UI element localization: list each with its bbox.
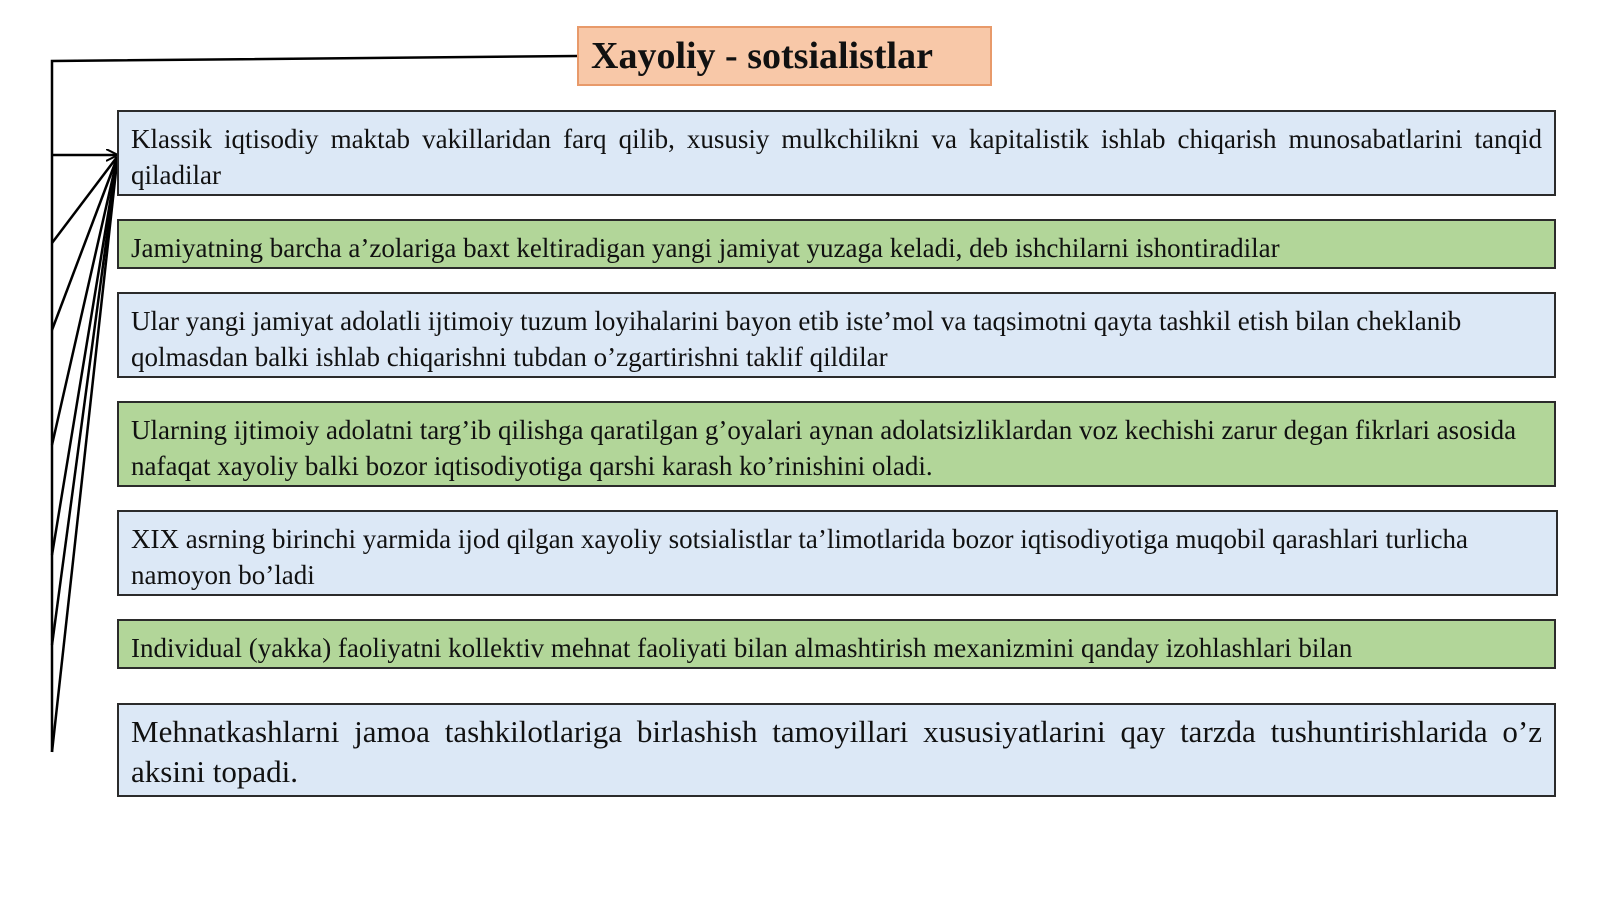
statement-box-6 [117,619,1556,669]
statement-box-1 [117,110,1556,196]
trunk-arrow-6 [52,161,117,645]
trunk-arrow-4 [52,159,117,445]
statement-text-6: Individual (yakka) faoliyatni kollektiv mehnat faoliyati bilan almashtirish mexanizmini qanday izohlashlari bilan [131,633,1353,663]
statement-box-5 [117,510,1558,596]
trunk-arrow-5 [52,160,117,555]
statement-text-3: Ular yangi jamiyat adolatli ijtimoiy tuzum loyihalarini bayon etib iste’mol va taqsimotni qayta tashkil etish bilan cheklanib qolmasdan balki ishlab chiqarishni tubdan o’zgartirishni taklif qildilar [131,306,1462,372]
statement-text-5: XIX asrning birinchi yarmida ijod qilgan xayoliy sotsialistlar ta’limotlarida bozor iqtisodiyotiga muqobil qarashlari turlicha namoyon bo’ladi [131,524,1468,590]
statement-box-7 [117,703,1556,797]
statement-box-4 [117,401,1556,487]
title-box [577,26,992,86]
trunk-arrow-3 [52,158,117,330]
statement-text-4: Ularning ijtimoiy adolatni targ’ib qilishga qaratilgan g’oyalari aynan adolatsizliklardan voz kechishi zarur degan fikrlari asosida nafaqat xayoliy balki bozor iqtisodiyotiga qarshi karash ko’rinishini oladi. [131,415,1517,481]
trunk-arrow-2 [52,157,117,243]
statement-text-1: Klassik iqtisodiy maktab vakillaridan farq qilib, xususiy mulkchilikni va kapitalistik ishlab chiqarish munosabatlarini tanqid qiladilar [131,124,1542,190]
title: Xayoliy - sotsialistlar [591,35,933,77]
statement-text-2: Jamiyatning barcha a’zolariga baxt keltiradigan yangi jamiyat yuzaga keladi, deb ishchilarni ishontiradilar [131,233,1280,263]
trunk-arrow-7 [52,162,117,752]
statement-box-3 [117,292,1556,378]
statement-box-2 [117,219,1556,269]
statement-text-7: Mehnatkashlarni jamoa tashkilotlariga birlashish tamoyillari xususiyatlarini qay tarzda tushuntirishlarida o’z aksini topadi. [131,714,1542,789]
